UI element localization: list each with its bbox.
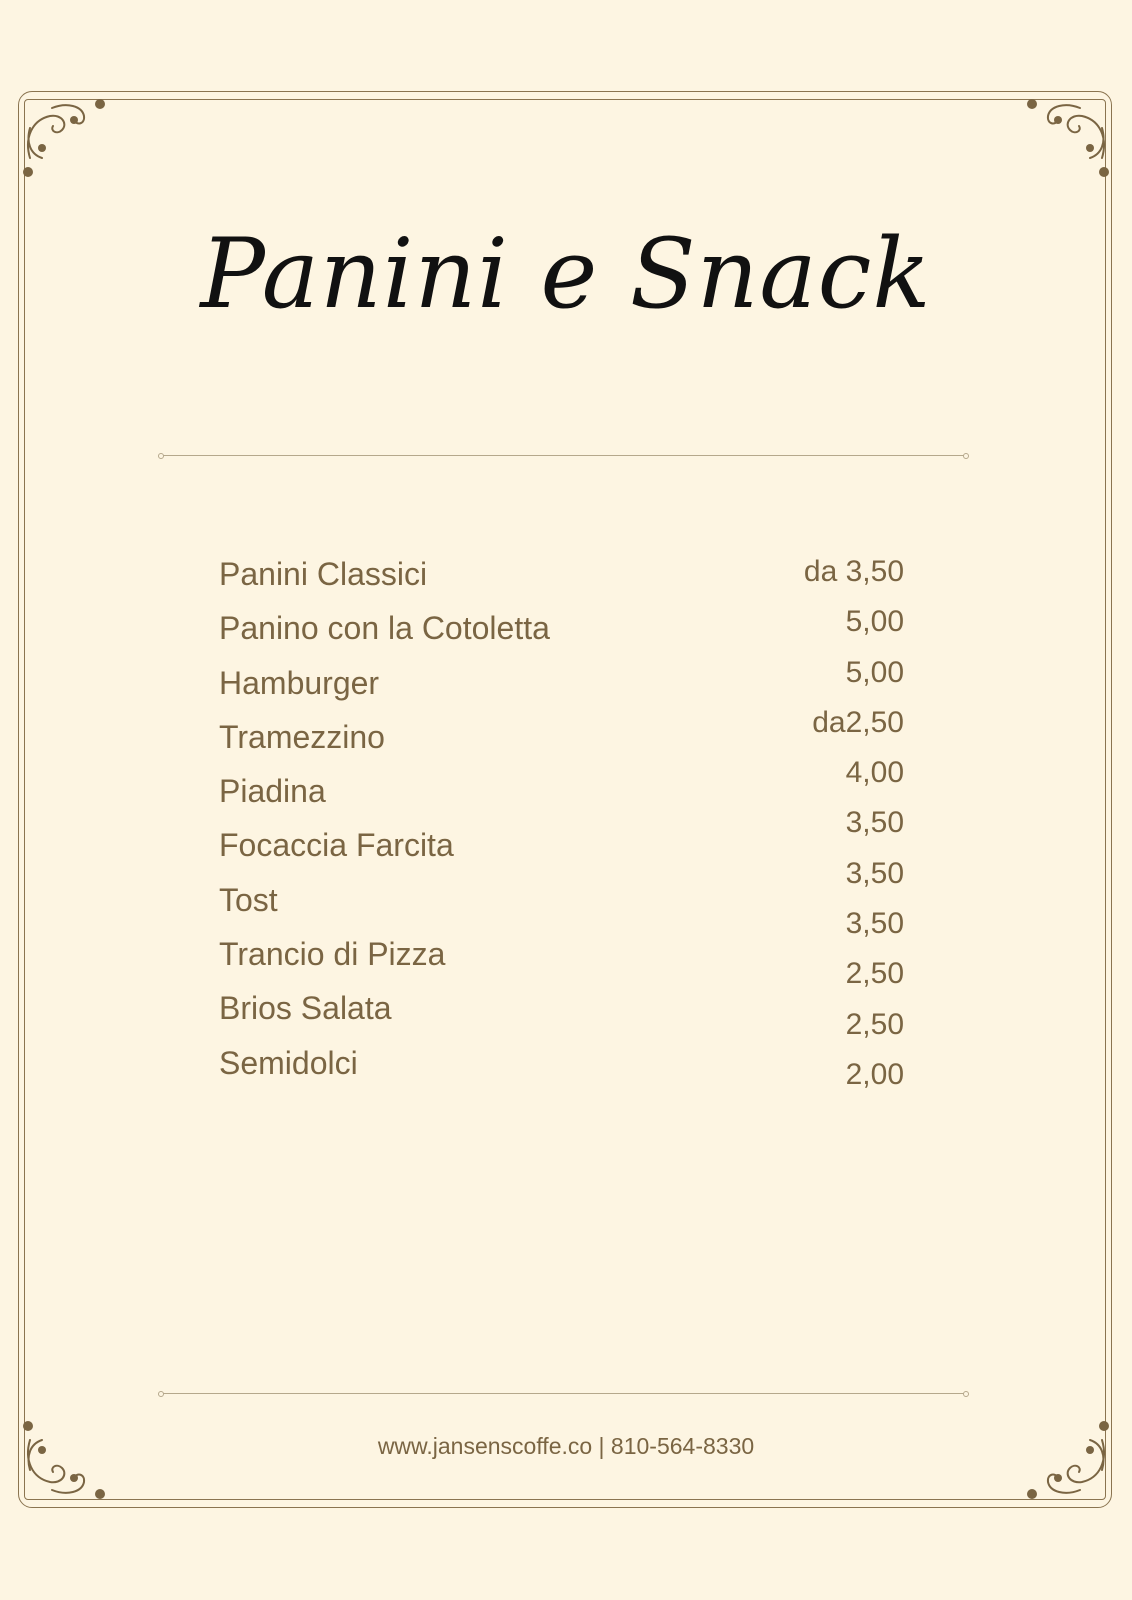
top-divider <box>163 455 964 456</box>
menu-item-name: Semidolci <box>219 1044 358 1081</box>
corner-flourish-icon <box>22 98 112 188</box>
menu-item-name: Tost <box>219 881 278 918</box>
menu-item-names <box>219 547 550 1090</box>
menu-item-name: Piadina <box>219 773 326 810</box>
bottom-divider <box>163 1393 964 1394</box>
corner-flourish-icon <box>1020 98 1110 188</box>
menu-item-name: Tramezzino <box>219 718 385 755</box>
menu-item-price: 3,50 <box>845 806 904 840</box>
menu-item-price: 2,50 <box>845 1007 904 1041</box>
menu-item-price: 5,00 <box>845 605 904 639</box>
menu-item-price: 4,00 <box>845 756 904 790</box>
menu-item-price: 3,50 <box>845 907 904 941</box>
menu-item-price: da 3,50 <box>803 555 904 588</box>
menu-item-name: Panino con la Cotoletta <box>219 610 550 647</box>
menu-item-price: 5,00 <box>845 655 904 689</box>
menu-item-name: Trancio di Pizza <box>219 936 446 973</box>
menu-item-name: Focaccia Farcita <box>219 827 454 864</box>
menu-item-prices <box>804 548 904 1101</box>
menu-item-price: da2,50 <box>812 705 904 739</box>
menu-title: Panini e Snack <box>200 218 932 330</box>
menu-item-price: 2,50 <box>845 957 904 991</box>
footer-contact: www.jansenscoffe.co | 810-564-8330 <box>377 1433 755 1459</box>
menu-item-name: Panini Classici <box>219 556 428 592</box>
menu-item-price: 2,00 <box>845 1057 904 1091</box>
menu-item-price: 3,50 <box>845 856 904 890</box>
menu-item-name: Brios Salata <box>219 990 392 1027</box>
menu-item-name: Hamburger <box>219 664 380 701</box>
